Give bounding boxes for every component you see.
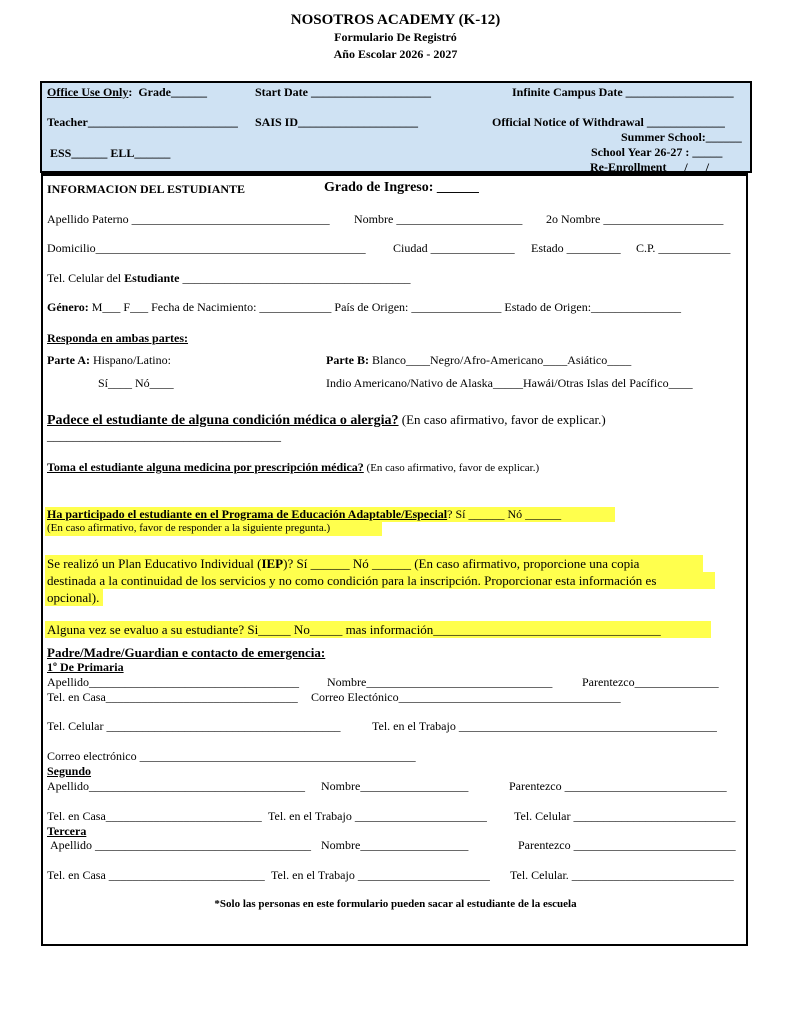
segundo-nombre[interactable]: Nombre__________________: [321, 779, 469, 793]
condicion-medica-row: [47, 412, 606, 429]
tel-celular-prefix: Tel. Celular del: [47, 271, 125, 285]
school-name: NOSOTROS ACADEMY (K-12): [290, 12, 501, 28]
student-section-title: INFORMACION DEL ESTUDIANTE: [47, 182, 246, 196]
footer-note: *Solo las personas en este formulario pueden sacar al estudiante de la escuela: [214, 898, 577, 910]
tel-celular-estudiante-field[interactable]: [47, 271, 411, 286]
start-date-field[interactable]: Start Date ____________________: [255, 85, 431, 99]
primaria-parentezco[interactable]: Parentezco______________: [582, 675, 719, 689]
nombre-field[interactable]: Nombre _____________________: [354, 212, 523, 226]
genero-options: M___ F___ Fecha de Nacimiento: ____________ País de Origen: _______________ Estado de Origen:_______________: [88, 300, 682, 314]
tercera-parentezco[interactable]: Parentezco ___________________________: [518, 838, 736, 852]
segundo-tel-casa[interactable]: Tel. en Casa__________________________: [47, 809, 262, 823]
programa-question: Ha participado el estudiante en el Programa de Educación Adaptable/Especial: [47, 507, 448, 521]
condicion-answer-line[interactable]: ____________________________________: [47, 428, 281, 443]
primaria-tel-casa[interactable]: Tel. en Casa________________________________: [47, 690, 298, 704]
iep-line2: destinada a la continuidad de los servicios y no como condición para la inscripción. Proporcionar esta información es: [47, 573, 657, 588]
tel-celular-line: ______________________________________: [179, 271, 411, 285]
iep-bold: IEP: [261, 556, 284, 571]
primaria-tel-trabajo[interactable]: Tel. en el Trabajo ___________________________________________: [372, 719, 717, 733]
segundo-tel-trabajo[interactable]: Tel. en el Trabajo ______________________: [268, 809, 487, 823]
re-enrollment-field[interactable]: Re-Enrollment___/___/___: [590, 160, 728, 174]
grade-field[interactable]: Grade______: [138, 85, 207, 99]
parte-a-text: Hispano/Latino:: [89, 353, 171, 367]
medicina-note: (En caso afirmativo, favor de explicar.): [363, 462, 540, 474]
parte-b-row[interactable]: [326, 353, 631, 368]
condicion-note: (En caso afirmativo, favor de explicar.): [398, 412, 606, 427]
genero-row[interactable]: [47, 300, 681, 315]
withdrawal-field[interactable]: Official Notice of Withdrawal _____________: [492, 115, 725, 129]
condicion-question: Padece el estudiante de alguna condición médica o alergia?: [47, 413, 399, 428]
iep-row[interactable]: [47, 556, 639, 572]
tercera-tel-celular[interactable]: Tel. Celular. ___________________________: [510, 868, 734, 882]
segundo-parentezco[interactable]: Parentezco ___________________________: [509, 779, 727, 793]
estado-field[interactable]: Estado _________: [531, 241, 621, 255]
primaria-label: 1º De Primaria: [47, 660, 124, 674]
primaria-nombre[interactable]: Nombre_______________________________: [327, 675, 553, 689]
tercera-label: Tercera: [47, 824, 87, 838]
evaluo-row[interactable]: Alguna vez se evaluo a su estudiante? Si_____ No_____ mas información___________________________________: [47, 622, 661, 637]
cp-field[interactable]: C.P. ____________: [636, 241, 731, 255]
parte-a-label: Parte A:: [47, 353, 90, 367]
iep-line3: opcional).: [47, 590, 100, 605]
primaria-correo[interactable]: Correo Electónico_____________________________________: [311, 690, 621, 704]
office-use-label: Office Use Only: Grade______: [47, 85, 207, 99]
programa-row[interactable]: [47, 507, 561, 522]
programa-options: ? Sí ______ Nó ______: [447, 507, 562, 521]
domicilio-field[interactable]: Domicilio_____________________________________________: [47, 241, 366, 255]
tercera-tel-casa[interactable]: Tel. en Casa __________________________: [47, 868, 265, 882]
summer-school-field[interactable]: Summer School:______: [621, 130, 742, 144]
infinite-campus-field[interactable]: Infinite Campus Date __________________: [512, 85, 734, 99]
segundo-tel-celular[interactable]: Tel. Celular ___________________________: [514, 809, 736, 823]
primaria-apellido[interactable]: Apellido___________________________________: [47, 675, 299, 689]
ciudad-field[interactable]: Ciudad ______________: [393, 241, 515, 255]
responda-label: Responda en ambas partes:: [47, 331, 189, 345]
tercera-apellido[interactable]: Apellido ____________________________________: [50, 838, 311, 852]
school-year-title: Año Escolar 2026 - 2027: [333, 47, 458, 61]
segundo-apellido[interactable]: Apellido____________________________________: [47, 779, 305, 793]
teacher-field[interactable]: Teacher_________________________: [47, 115, 238, 129]
parte-b-line2[interactable]: Indio Americano/Nativo de Alaska_____Hawái/Otras Islas del Pacífico____: [326, 376, 693, 390]
segundo-label: Segundo: [47, 764, 92, 778]
office-use-only: Office Use Only: [47, 85, 129, 99]
tercera-tel-trabajo[interactable]: Tel. en el Trabajo ______________________: [271, 868, 490, 882]
iep-post: )? Sí ______ Nó ______ (En caso afirmativo, proporcione una copia: [283, 556, 640, 571]
ess-ell-field[interactable]: ESS______ ELL______: [50, 146, 171, 160]
medicina-question: Toma el estudiante alguna medicina por prescripción médica?: [47, 460, 364, 474]
genero-label: Género:: [47, 300, 89, 314]
grado-ingreso-field[interactable]: Grado de Ingreso: ______: [324, 180, 479, 195]
form-title: Formulario De Registró: [334, 30, 457, 44]
guardian-title: Padre/Madre/Guardian e contacto de emergencia:: [47, 645, 326, 660]
parte-b-label: Parte B:: [326, 353, 369, 367]
medicina-row: [47, 460, 539, 475]
parte-a-si-no[interactable]: Sí____ Nó____: [98, 376, 174, 390]
primaria-tel-celular[interactable]: Tel. Celular _______________________________________: [47, 719, 341, 733]
tel-celular-bold: Estudiante: [124, 271, 180, 285]
segundo-nombre-field[interactable]: 2o Nombre ____________________: [546, 212, 724, 226]
school-year-field[interactable]: School Year 26-27 : _____: [591, 145, 723, 159]
primaria-correo-electronico[interactable]: Correo electrónico ______________________________________________: [47, 749, 416, 763]
tercera-nombre[interactable]: Nombre__________________: [321, 838, 469, 852]
parte-a-row: [47, 353, 171, 368]
parte-b-text: Blanco____Negro/Afro-Americano____Asiático____: [368, 353, 632, 367]
sais-id-field[interactable]: SAIS ID____________________: [255, 115, 419, 129]
apellido-paterno-field[interactable]: Apellido Paterno _________________________________: [47, 212, 330, 226]
iep-pre: Se realizó un Plan Educativo Individual (: [47, 556, 262, 571]
programa-note: (En caso afirmativo, favor de responder a la siguiente pregunta.): [47, 522, 331, 534]
